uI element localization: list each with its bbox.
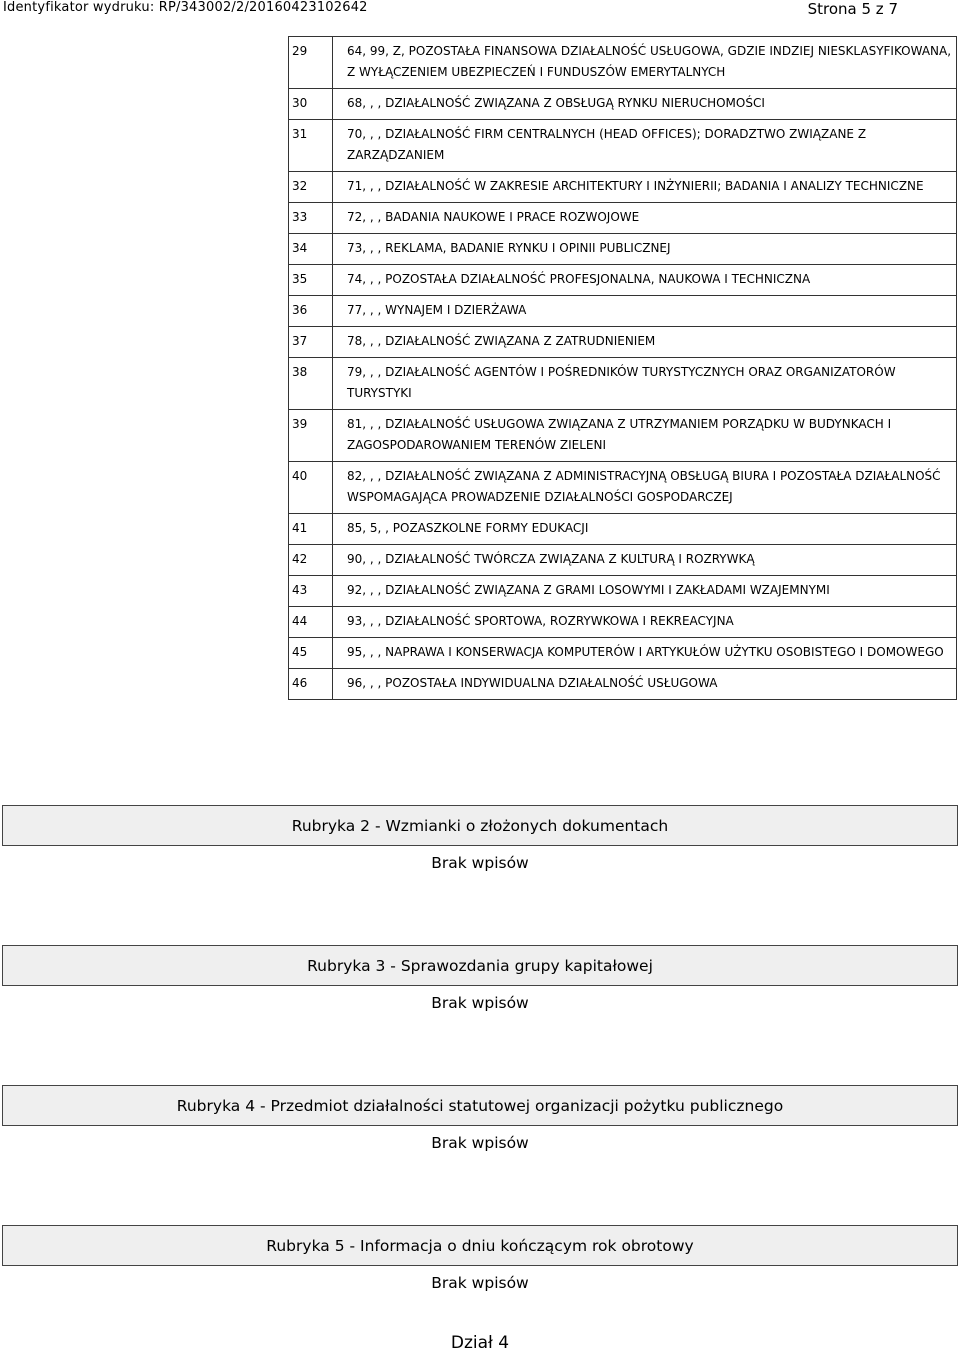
table-row xyxy=(289,172,957,203)
row-text: 81, , , DZIAŁALNOŚĆ USŁUGOWA ZWIĄZANA Z UTRZYMANIEM PORZĄDKU W BUDYNKACH I ZAGOSPODAROWANIEM TERENÓW ZIELENI xyxy=(333,410,957,462)
row-text: 78, , , DZIAŁALNOŚĆ ZWIĄZANA Z ZATRUDNIENIEM xyxy=(333,327,957,358)
activity-table xyxy=(288,36,957,700)
table-row xyxy=(289,358,957,410)
table-row xyxy=(289,669,957,700)
row-number: 37 xyxy=(289,327,333,358)
row-text: 82, , , DZIAŁALNOŚĆ ZWIĄZANA Z ADMINISTRACYJNĄ OBSŁUGĄ BIURA I POZOSTAŁA DZIAŁALNOŚĆ WSPOMAGAJĄCA PROWADZENIE DZIAŁALNOŚCI GOSPODARCZEJ xyxy=(333,462,957,514)
row-number: 46 xyxy=(289,669,333,700)
table-row xyxy=(289,576,957,607)
row-number: 32 xyxy=(289,172,333,203)
row-number: 36 xyxy=(289,296,333,327)
table-row xyxy=(289,37,957,89)
row-text: 72, , , BADANIA NAUKOWE I PRACE ROZWOJOWE xyxy=(333,203,957,234)
row-text: 96, , , POZOSTAŁA INDYWIDUALNA DZIAŁALNOŚĆ USŁUGOWA xyxy=(333,669,957,700)
row-number: 31 xyxy=(289,120,333,172)
table-row xyxy=(289,638,957,669)
row-text: 73, , , REKLAMA, BADANIE RYNKU I OPINII PUBLICZNEJ xyxy=(333,234,957,265)
row-number: 33 xyxy=(289,203,333,234)
rubryka-title: Rubryka 2 - Wzmianki o złożonych dokumentach xyxy=(2,805,958,846)
row-number: 42 xyxy=(289,545,333,576)
row-text: 74, , , POZOSTAŁA DZIAŁALNOŚĆ PROFESJONALNA, NAUKOWA I TECHNICZNA xyxy=(333,265,957,296)
page-number: Strona 5 z 7 xyxy=(807,0,898,18)
row-number: 44 xyxy=(289,607,333,638)
section-heading: Dział 4 xyxy=(450,1333,510,1353)
table-row xyxy=(289,410,957,462)
row-number: 30 xyxy=(289,89,333,120)
row-number: 39 xyxy=(289,410,333,462)
table-row xyxy=(289,265,957,296)
row-text: 70, , , DZIAŁALNOŚĆ FIRM CENTRALNYCH (HEAD OFFICES); DORADZTWO ZWIĄZANE Z ZARZĄDZANIEM xyxy=(333,120,957,172)
rubryka-content: Brak wpisów xyxy=(431,1274,529,1292)
rubryka-4 xyxy=(2,1085,958,1161)
row-text: 92, , , DZIAŁALNOŚĆ ZWIĄZANA Z GRAMI LOSOWYMI I ZAKŁADAMI WZAJEMNYMI xyxy=(333,576,957,607)
row-text: 77, , , WYNAJEM I DZIERŻAWA xyxy=(333,296,957,327)
table-row xyxy=(289,234,957,265)
table-row xyxy=(289,296,957,327)
rubryka-title: Rubryka 5 - Informacja o dniu kończącym rok obrotowy xyxy=(2,1225,958,1266)
table-row xyxy=(289,545,957,576)
row-text: 85, 5, , POZASZKOLNE FORMY EDUKACJI xyxy=(333,514,957,545)
row-text: 90, , , DZIAŁALNOŚĆ TWÓRCZA ZWIĄZANA Z KULTURĄ I ROZRYWKĄ xyxy=(333,545,957,576)
print-identifier: Identyfikator wydruku: RP/343002/2/20160423102642 xyxy=(3,0,368,15)
rubryka-3 xyxy=(2,945,958,1021)
rubryka-title: Rubryka 3 - Sprawozdania grupy kapitałowej xyxy=(2,945,958,986)
table-row xyxy=(289,203,957,234)
rubryka-title: Rubryka 4 - Przedmiot działalności statutowej organizacji pożytku publicznego xyxy=(2,1085,958,1126)
row-number: 38 xyxy=(289,358,333,410)
table-row xyxy=(289,120,957,172)
row-number: 41 xyxy=(289,514,333,545)
table-row xyxy=(289,462,957,514)
table-row xyxy=(289,327,957,358)
page-header xyxy=(0,0,960,22)
row-number: 29 xyxy=(289,37,333,89)
rubryka-5 xyxy=(2,1225,958,1301)
row-text: 79, , , DZIAŁALNOŚĆ AGENTÓW I POŚREDNIKÓW TURYSTYCZNYCH ORAZ ORGANIZATORÓW TURYSTYKI xyxy=(333,358,957,410)
row-number: 43 xyxy=(289,576,333,607)
row-text: 71, , , DZIAŁALNOŚĆ W ZAKRESIE ARCHITEKTURY I INŻYNIERII; BADANIA I ANALIZY TECHNICZNE xyxy=(333,172,957,203)
rubryka-content: Brak wpisów xyxy=(431,1134,529,1152)
row-text: 64, 99, Z, POZOSTAŁA FINANSOWA DZIAŁALNOŚĆ USŁUGOWA, GDZIE INDZIEJ NIESKLASYFIKOWANA, Z WYŁĄCZENIEM UBEZPIECZEŃ I FUNDUSZÓW EMERYTALNYCH xyxy=(333,37,957,89)
table-row xyxy=(289,89,957,120)
row-number: 40 xyxy=(289,462,333,514)
row-text: 93, , , DZIAŁALNOŚĆ SPORTOWA, ROZRYWKOWA I REKREACYJNA xyxy=(333,607,957,638)
rubryka-2 xyxy=(2,805,958,881)
rubryka-content: Brak wpisów xyxy=(431,994,529,1012)
row-text: 95, , , NAPRAWA I KONSERWACJA KOMPUTERÓW I ARTYKUŁÓW UŻYTKU OSOBISTEGO I DOMOWEGO xyxy=(333,638,957,669)
row-text: 68, , , DZIAŁALNOŚĆ ZWIĄZANA Z OBSŁUGĄ RYNKU NIERUCHOMOŚCI xyxy=(333,89,957,120)
row-number: 45 xyxy=(289,638,333,669)
table-row xyxy=(289,607,957,638)
row-number: 34 xyxy=(289,234,333,265)
rubryka-content: Brak wpisów xyxy=(431,854,529,872)
table-row xyxy=(289,514,957,545)
row-number: 35 xyxy=(289,265,333,296)
